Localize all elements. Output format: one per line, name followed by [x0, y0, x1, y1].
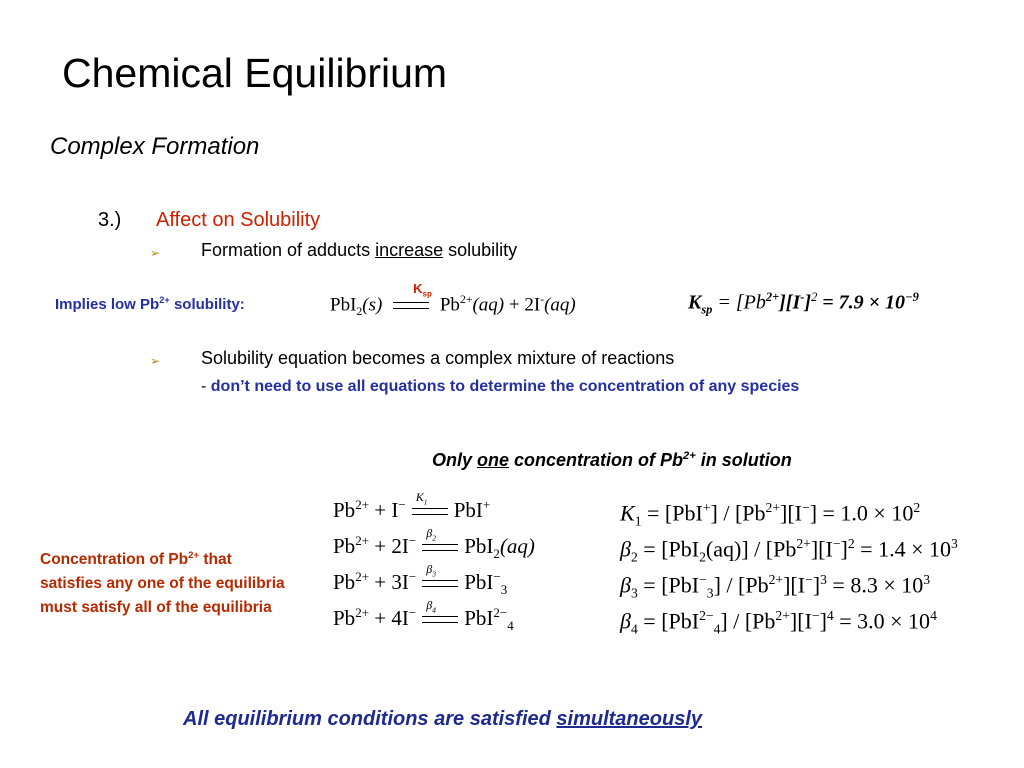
ksp-arrow-label: $K_{sp}$ — [413, 280, 432, 299]
constant-denominator-charge: 2+ — [768, 572, 784, 587]
bullet-formation-adducts: Formation of adducts increase solubility — [201, 240, 518, 260]
constant-row — [620, 536, 958, 566]
reaction-row — [333, 490, 491, 526]
constant-numerator: [PbI — [661, 608, 700, 634]
division-slash: / — [720, 572, 739, 598]
reaction-constant-label — [426, 598, 436, 614]
constant-denominator-tail: ][I — [780, 500, 802, 526]
reaction-plus: + 2 — [369, 534, 402, 558]
constant-denominator-tail: ][I — [810, 536, 833, 562]
constant-denominator-power: 3 — [820, 572, 827, 587]
ksp-implication-label: Implies low $Pb^{2+}$ solubility: — [55, 295, 245, 313]
constant-row — [620, 608, 937, 638]
constant-numerator-tail: ] — [720, 608, 728, 634]
constant-denominator: [Pb — [734, 500, 766, 526]
slide-subtitle: Complex Formation — [50, 133, 260, 160]
reaction-ligand: I — [391, 498, 399, 522]
equilibrium-arrow-icon — [422, 598, 458, 627]
constant-index: 2 — [630, 549, 638, 565]
reaction-ligand: I — [401, 534, 409, 558]
reaction-product-count: 4 — [507, 618, 514, 634]
reaction-constant-index: 1 — [423, 497, 428, 507]
constant-denominator-power: 2 — [847, 536, 855, 551]
division-slash: / — [717, 500, 735, 526]
constant-value: = 3.0 × 10 — [833, 608, 931, 634]
constant-index: 1 — [634, 513, 642, 529]
constant-denominator-tail-charge: − — [832, 536, 841, 551]
reaction-product-charge: + — [482, 497, 491, 512]
constant-denominator-tail-charge: − — [802, 500, 810, 515]
constant-symbol: β — [620, 536, 631, 562]
arrowhead-bullet-icon: ➢ — [150, 246, 161, 260]
reaction-constant-index: 4 — [432, 605, 436, 615]
point-heading: Affect on Solubility — [156, 209, 321, 231]
constant-denominator-tail-charge: − — [811, 608, 820, 623]
only-one-concentration-note: Only one concentration of $Pb^{2+}$ in solution — [432, 450, 792, 470]
constant-value: = 1.4 × 10 — [854, 536, 951, 562]
equals-sign: = — [637, 572, 662, 598]
reaction-constant-label — [426, 562, 436, 578]
equilibrium-arrow-icon — [393, 280, 432, 313]
reaction-product-charge: − — [493, 569, 501, 584]
reaction-ligand: I — [401, 570, 409, 594]
constant-denominator-close: ] — [840, 536, 848, 562]
reaction-ligand-charge: − — [408, 605, 417, 620]
reaction-lead: Pb — [333, 498, 356, 522]
constant-numerator: [PbI — [661, 536, 700, 562]
reaction-constant-symbol: β — [426, 526, 433, 541]
constant-index: 4 — [630, 621, 638, 637]
reaction-constant-index: 2 — [432, 533, 436, 543]
constant-denominator: [Pb — [738, 572, 769, 598]
division-slash: / — [748, 536, 766, 562]
reaction-lead-charge: 2+ — [355, 533, 370, 548]
reaction-plus: + 4 — [369, 606, 402, 630]
constant-denominator-charge: 2+ — [775, 608, 790, 623]
reaction-ligand-charge: − — [398, 497, 406, 512]
constant-value-exponent: 3 — [950, 536, 958, 551]
reaction-constant-label — [426, 526, 436, 542]
point-number: 3.) — [98, 209, 122, 231]
constant-numerator-count: 2 — [699, 549, 706, 565]
constant-numerator-tail: (aq)] — [705, 536, 749, 562]
constant-denominator-tail: ][I — [783, 572, 806, 598]
reaction-row — [333, 598, 514, 634]
constant-value-exponent: 3 — [923, 572, 931, 587]
reaction-product: PbI — [464, 570, 494, 594]
reaction-product-count: 3 — [500, 582, 508, 598]
constant-denominator-tail-charge: − — [805, 572, 813, 587]
constant-symbol: β — [620, 608, 631, 634]
constant-row — [620, 572, 930, 602]
constant-index: 3 — [630, 585, 638, 601]
reaction-lead-charge: 2+ — [355, 569, 370, 584]
constant-numerator-tail: ] — [710, 500, 718, 526]
pbi2-dissolution-equation: PbI$_2$(s) $K_{sp}$ $Pb^{2+}(aq) + 2I^-(aq)$ — [330, 280, 576, 319]
constant-symbol: β — [620, 572, 631, 598]
reaction-product-count: 2 — [493, 546, 500, 562]
reaction-constant-label — [416, 490, 428, 506]
constant-numerator-charge: + — [702, 500, 711, 515]
constant-denominator-charge: 2+ — [796, 536, 811, 551]
reaction-row — [333, 562, 508, 598]
reaction-lead-charge: 2+ — [355, 497, 370, 512]
constant-denominator-power: 4 — [826, 608, 834, 623]
equilibrium-arrow-icon — [422, 562, 458, 591]
constant-denominator: [Pb — [744, 608, 776, 634]
sub-note: - don’t need to use all equations to determine the concentration of any species — [201, 378, 800, 395]
reaction-product-state: (aq) — [499, 534, 535, 558]
constant-numerator: [PbI — [664, 500, 703, 526]
reaction-constant-symbol: K — [415, 490, 424, 505]
constant-denominator-close: ] — [812, 572, 821, 598]
reaction-lead: Pb — [333, 606, 356, 630]
constant-row — [620, 500, 920, 530]
reaction-product: PbI — [464, 534, 494, 558]
constant-value: = 8.3 × 10 — [826, 572, 924, 598]
constant-denominator-tail: ][I — [789, 608, 812, 634]
reaction-row — [333, 526, 535, 562]
constant-numerator-count: 3 — [706, 585, 714, 601]
constant-denominator-close: ] — [809, 500, 818, 526]
reaction-constant-symbol: β — [426, 598, 433, 613]
equilibrium-arrow-icon — [412, 490, 448, 519]
reaction-ligand-charge: − — [408, 569, 417, 584]
reaction-product-charge: 2− — [493, 605, 508, 620]
arrowhead-bullet-icon: ➢ — [150, 354, 161, 368]
reaction-plus: + — [369, 498, 392, 522]
constant-value: = 1.0 × 10 — [817, 500, 914, 526]
constant-numerator-charge: 2− — [699, 608, 714, 623]
equals-sign: = — [641, 500, 665, 526]
constant-numerator: [PbI — [661, 572, 700, 598]
equals-sign: = — [637, 608, 662, 634]
reaction-lead: Pb — [333, 534, 356, 558]
constant-numerator-charge: − — [699, 572, 707, 587]
reaction-plus: + 3 — [369, 570, 402, 594]
equals-sign: = — [637, 536, 662, 562]
constant-numerator-count: 4 — [713, 621, 721, 637]
constant-denominator: [Pb — [765, 536, 797, 562]
constant-symbol: K — [620, 500, 635, 526]
division-slash: / — [727, 608, 745, 634]
constant-value-exponent: 4 — [930, 608, 937, 623]
reaction-lead-charge: 2+ — [355, 605, 370, 620]
slide-title: Chemical Equilibrium — [62, 50, 448, 96]
ksp-expression: $K_{sp} = [Pb^{2+}][I^-]^2 = 7.9 \times 10^{-9}$ — [688, 290, 919, 317]
constant-numerator-tail: ] — [713, 572, 721, 598]
reaction-product: PbI — [453, 498, 483, 522]
reaction-constant-index: 3 — [432, 569, 436, 579]
reaction-ligand-charge: − — [408, 533, 417, 548]
equilibrium-arrow-icon — [422, 526, 458, 555]
constant-value-exponent: 2 — [913, 500, 921, 515]
reaction-ligand: I — [401, 606, 409, 630]
bullet-solubility-equation: Solubility equation becomes a complex mixture of reactions — [201, 348, 675, 368]
simultaneous-conclusion: All equilibrium conditions are satisfied simultaneously — [183, 708, 703, 730]
constant-denominator-close: ] — [819, 608, 827, 634]
reaction-constant-symbol: β — [426, 562, 433, 577]
side-note: Concentration of $Pb^{2+}$ that satisfies any one of the equilibria must satisfy all of the equilibria — [40, 550, 285, 617]
reaction-product: PbI — [464, 606, 494, 630]
reaction-lead: Pb — [333, 570, 356, 594]
constant-denominator-charge: 2+ — [765, 500, 781, 515]
